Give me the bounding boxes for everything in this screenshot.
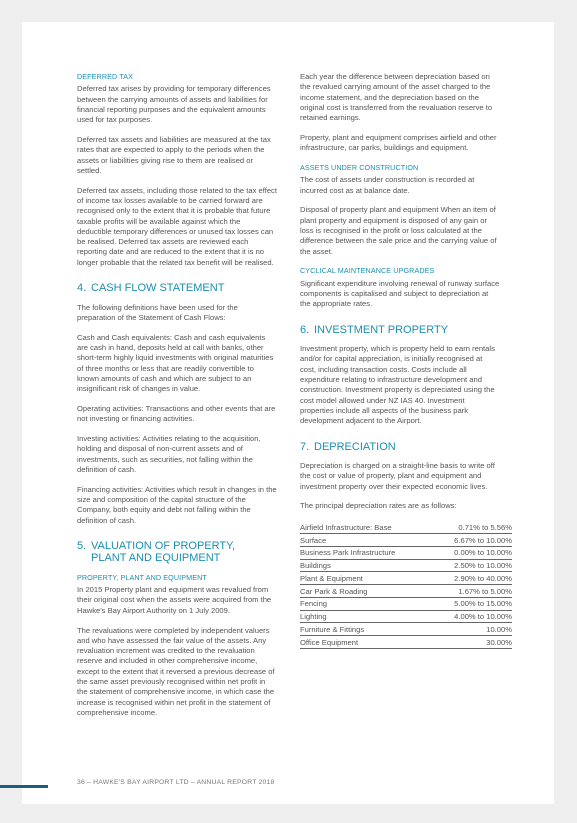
rate-value: 6.67% to 10.00% bbox=[432, 533, 512, 546]
section-number: 5. bbox=[77, 539, 87, 552]
section-title-line-2: PLANT AND EQUIPMENT bbox=[91, 552, 221, 565]
section-title-line-1: VALUATION OF PROPERTY, bbox=[91, 539, 236, 552]
rate-value: 0.00% to 10.00% bbox=[432, 546, 512, 559]
table-row bbox=[300, 636, 512, 649]
investment-section-title bbox=[300, 324, 500, 337]
depreciation-paragraph-2: The principal depreciation rates are as follows: bbox=[300, 501, 457, 511]
section-number: 4. bbox=[77, 282, 87, 295]
cyclical-heading: CYCLICAL MAINTENANCE UPGRADES bbox=[300, 266, 435, 276]
rate-item: Buildings bbox=[300, 559, 432, 572]
deferred-tax-paragraph-1: Deferred tax arises by providing for temporary differences between the carrying amounts of assets and liabilities for financial reporting purposes and the equivalent amounts used for tax purposes. bbox=[77, 84, 271, 125]
section-title-text: CASH FLOW STATEMENT bbox=[91, 282, 225, 295]
depreciation-section-title bbox=[300, 441, 500, 454]
table-row bbox=[300, 597, 512, 610]
rate-item: Airfield Infrastructure: Base bbox=[300, 521, 432, 533]
cash-flow-paragraph-2: Cash and Cash equivalents: Cash and cash equivalents are cash in hand, deposits held at call with banks, other short-term highly liquid investments with original maturities of three months or less that are readily convertible to known amounts of cash and which are subject to an insignificant risk of changes in value. bbox=[77, 332, 274, 394]
rate-value: 2.90% to 40.00% bbox=[432, 572, 512, 585]
rate-item: Plant & Equipment bbox=[300, 572, 432, 585]
section-number: 7. bbox=[300, 440, 310, 453]
cash-flow-paragraph-3: Operating activities: Transactions and other events that are not investing or financing activities. bbox=[77, 403, 276, 424]
table-row bbox=[300, 521, 512, 533]
table-row bbox=[300, 623, 512, 636]
deferred-tax-heading: DEFERRED TAX bbox=[77, 72, 134, 81]
construction-paragraph-1: The cost of assets under construction is recorded at incurred cost as at balance date. bbox=[300, 175, 475, 195]
cash-flow-section-title bbox=[77, 282, 277, 295]
depreciation-paragraph-1: Depreciation is charged on a straight-line basis to write off the cost or value of property, plant and equipment and investment property over their expected economic lives. bbox=[300, 461, 495, 491]
ppe-composition-paragraph: Property, plant and equipment comprises airfield and other infrastructure, car parks, buildings and equipment. bbox=[300, 132, 497, 153]
deferred-tax-paragraph-3: Deferred tax assets, including those related to the tax effect of income tax losses available to be carried forward are recognised only to the extent that it is probable that future taxable profits will be available against which the deductible temporary differences or unused tax losses can be realised. Deferred tax assets are reviewed each reporting date and are reduced to the extent that it is no longer probable that the related tax benefit will be realised. bbox=[77, 185, 277, 267]
rate-value: 1.67% to 5.00% bbox=[432, 585, 512, 598]
footer-accent-bar bbox=[0, 785, 48, 788]
rate-item: Furniture & Fittings bbox=[300, 623, 432, 636]
section-title-text: INVESTMENT PROPERTY bbox=[314, 323, 449, 336]
construction-heading: ASSETS UNDER CONSTRUCTION bbox=[300, 163, 419, 173]
table-row bbox=[300, 559, 512, 572]
rate-item: Business Park Infrastructure bbox=[300, 546, 432, 559]
rate-item: Lighting bbox=[300, 610, 432, 623]
rate-value: 2.50% to 10.00% bbox=[432, 559, 512, 572]
table-row bbox=[300, 533, 512, 546]
section-number: 6. bbox=[300, 323, 310, 336]
rate-item: Office Equipment bbox=[300, 636, 432, 649]
cash-flow-paragraph-1: The following definitions have been used for the preparation of the Statement of Cash Flows: bbox=[77, 302, 238, 322]
rate-value: 0.71% to 5.56% bbox=[432, 521, 512, 533]
cash-flow-paragraph-4: Investing activities: Activities relating to the acquisition, holding and disposal of non-current assets and of investments, such as securities, not falling within the definition of cash. bbox=[77, 434, 261, 474]
cyclical-paragraph: Significant expenditure involving renewal of runway surface components is capitalised and subject to depreciation at the appropriate rates. bbox=[300, 278, 500, 309]
right-column bbox=[300, 72, 512, 649]
table-row bbox=[300, 546, 512, 559]
left-column bbox=[77, 72, 277, 728]
deferred-tax-paragraph-2: Deferred tax assets and liabilities are measured at the tax rates that are expected to apply to the periods when the assets or liabilities giving rise to them are realised or settled. bbox=[77, 134, 271, 175]
section-title-text: DEPRECIATION bbox=[314, 440, 396, 453]
rate-value: 4.00% to 10.00% bbox=[432, 610, 512, 623]
ppe-subheading: PROPERTY, PLANT AND EQUIPMENT bbox=[77, 572, 207, 582]
revaluation-paragraph: Each year the difference between depreciation based on the revalued carrying amount of the asset charged to the income statement, and the depreciation based on the original cost is transferred from the revaluation reserve to retained earnings. bbox=[300, 72, 493, 123]
rate-value: 30.00% bbox=[432, 636, 512, 649]
rate-item: Surface bbox=[300, 533, 432, 546]
construction-paragraph-2: Disposal of property plant and equipment When an item of plant property and equipment is disposed of any gain or loss is recognised in the profit or loss calculated at the difference between the sale price and the carrying value of the asset. bbox=[300, 205, 497, 256]
valuation-paragraph-1: In 2015 Property plant and equipment was revalued from their original cost when the assets were acquired from the Hawke's Bay Airport Authority on 1 July 2009. bbox=[77, 585, 272, 615]
rate-item: Fencing bbox=[300, 597, 432, 610]
table-row bbox=[300, 610, 512, 623]
depreciation-rates-table bbox=[300, 521, 512, 649]
rate-item: Car Park & Roading bbox=[300, 585, 432, 598]
table-row bbox=[300, 585, 512, 598]
investment-paragraph: Investment property, which is property held to earn rentals and/or for capital appreciation, is initially recognised at cost, including transaction costs. Costs include all expenditure relating to infrastructure development and construction. Investment property is depreciated using the cost model allowed under NZ IAS 40. Investment properties include all aspects of the business park development adjacent to the Airport. bbox=[300, 344, 495, 426]
cash-flow-paragraph-5: Financing activities: Activities which result in changes in the size and composition of the capital structure of the Company, both equity and debt not falling within the definition of cash. bbox=[77, 484, 277, 525]
page-footer: 36 – HAWKE'S BAY AIRPORT LTD – ANNUAL REPORT 2018 bbox=[77, 779, 275, 786]
table-row bbox=[300, 572, 512, 585]
rate-value: 5.00% to 15.00% bbox=[432, 597, 512, 610]
valuation-section-title bbox=[77, 540, 277, 565]
valuation-paragraph-2: The revaluations were completed by independent valuers and who have assessed the fair value of the assets. Any revaluation increment was credited to the revaluation reserve and included in other comprehensive income, except to the extent that it reversed a previous decrease of the same asset previously recognised within net profit in the statement of comprehensive income, in which case the increase is recognised within net profit in the statement of comprehensive income. bbox=[77, 625, 275, 717]
rate-value: 10.00% bbox=[432, 623, 512, 636]
